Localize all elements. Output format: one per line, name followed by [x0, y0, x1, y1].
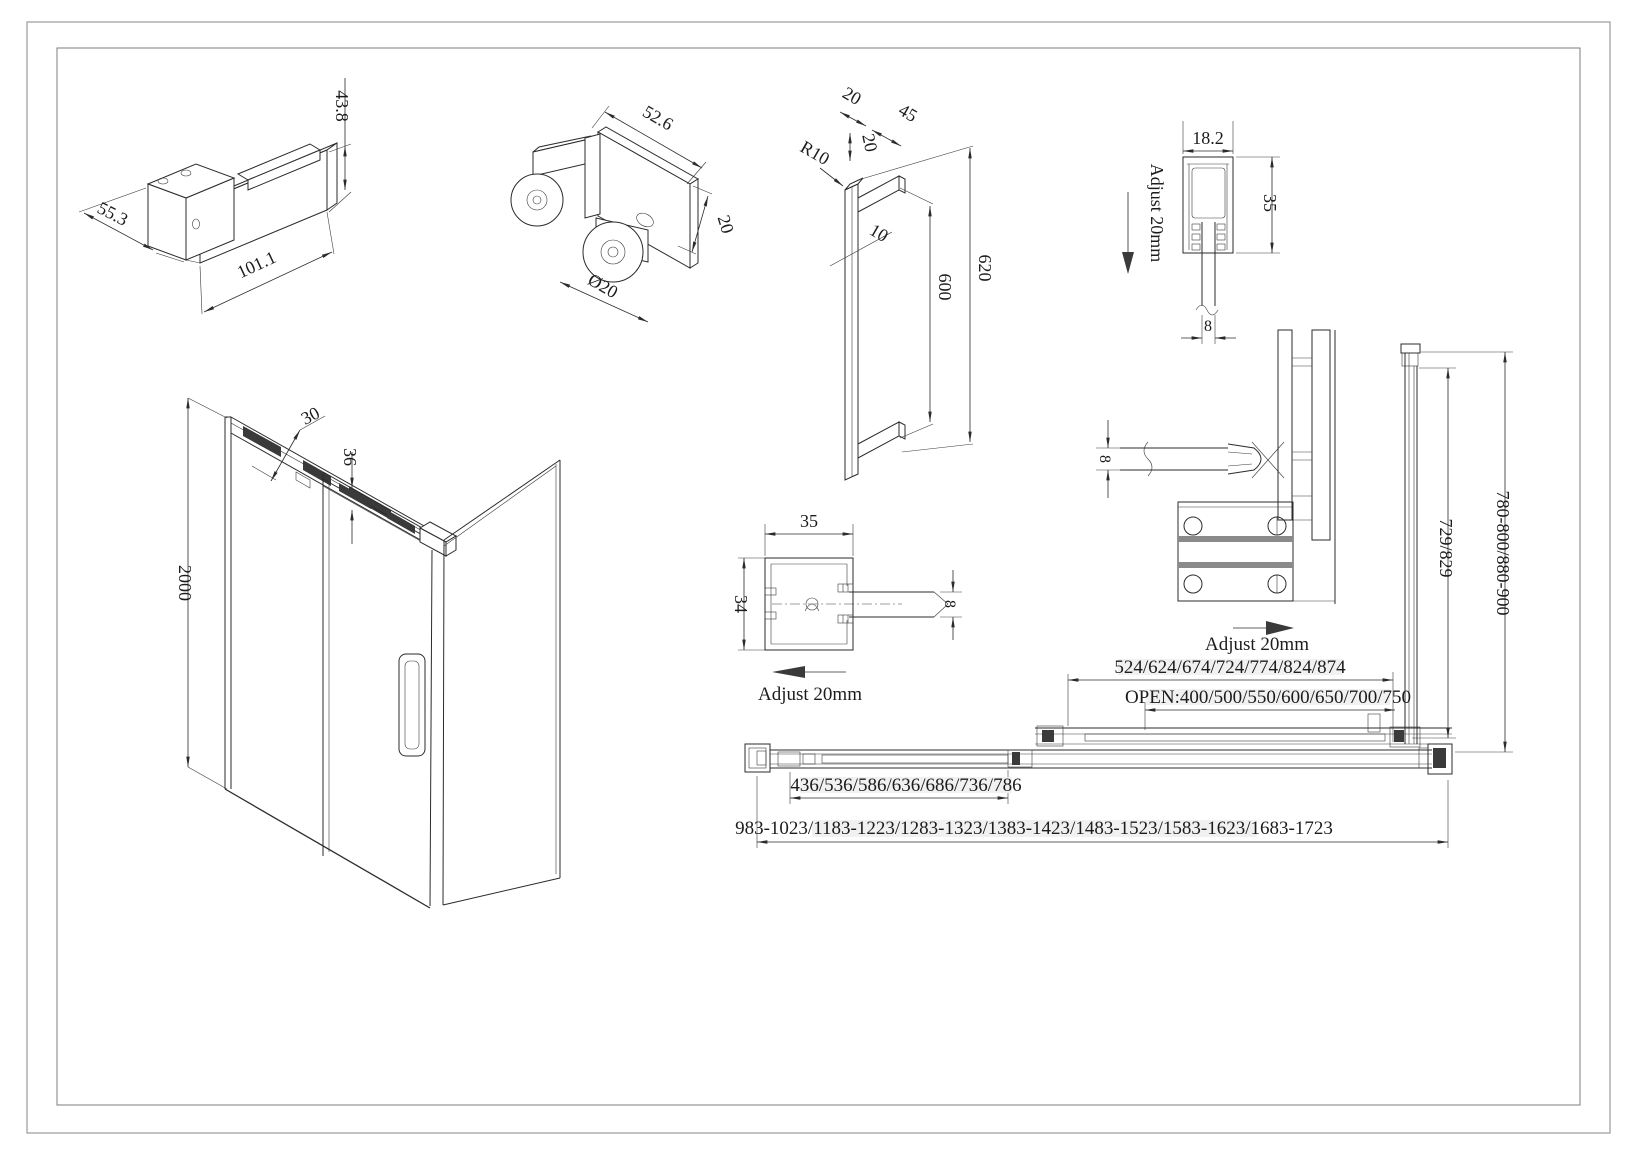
dim-wallprofile-width: 18.2: [1192, 128, 1224, 148]
dim-wallprofile-glass: 8: [1204, 318, 1212, 335]
dim-cornersection-glass: 8: [1096, 455, 1113, 463]
dim-enclosure-height: 2000: [175, 565, 195, 601]
dim-handle-gap: 20: [858, 131, 882, 154]
dim-roller-thickness: 20: [713, 212, 738, 236]
dim-plan-side-glass: 729/829: [1436, 518, 1456, 578]
wall-profile-detail: [1122, 121, 1280, 344]
dim-handle-radius: R10: [797, 136, 833, 169]
dim-handle-centers: 600: [935, 273, 955, 301]
wallprofile-adjust-note: Adjust 20mm: [1147, 163, 1167, 263]
dim-roller-plate: 52.6: [639, 101, 677, 135]
corner-section-detail: [1096, 330, 1335, 655]
dim-plan-door-width: 524/624/674/724/774/824/874: [1114, 657, 1346, 678]
corner-bracket-detail: [79, 78, 352, 314]
dim-bracket-length: 101.1: [233, 246, 280, 283]
dim-track-depth: 30: [297, 402, 323, 429]
dim-track-height: 36: [340, 448, 360, 466]
dim-wallprofile-height: 35: [1260, 194, 1280, 212]
bottomprofile-adjust-note: Adjust 20mm: [758, 684, 862, 705]
dim-bracket-height: 43.8: [332, 90, 352, 122]
bottom-profile-detail: [731, 511, 962, 705]
dim-bottomprofile-width: 35: [800, 511, 818, 531]
roller-detail: [511, 101, 738, 322]
cornersection-adjust-note: Adjust 20mm: [1205, 634, 1309, 655]
dim-plan-open-width: OPEN:400/500/550/600/650/700/750: [1124, 687, 1412, 708]
dim-handle-overall: 620: [975, 254, 995, 282]
dim-plan-fixed-width: 436/536/586/636/686/736/786: [790, 775, 1022, 796]
dim-bottomprofile-glass: 8: [941, 600, 958, 608]
dim-handle-offset: 20: [839, 82, 865, 109]
handle-detail: [797, 83, 995, 480]
dim-bracket-depth: 55.3: [94, 197, 132, 230]
dim-roller-wheel-diameter: Ø20: [584, 269, 622, 303]
dim-handle-leg: 45: [895, 99, 921, 126]
dim-plan-side-overall: 780-800/880-900: [1493, 490, 1513, 616]
dim-plan-overall-width: 983-1023/1183-1223/1283-1323/1383-1423/1483-1523/1583-1623/1683-1723: [735, 818, 1333, 839]
enclosure-isometric: [175, 398, 560, 908]
dim-handle-thickness: 10: [866, 219, 892, 246]
dim-bottomprofile-height: 34: [731, 595, 751, 613]
